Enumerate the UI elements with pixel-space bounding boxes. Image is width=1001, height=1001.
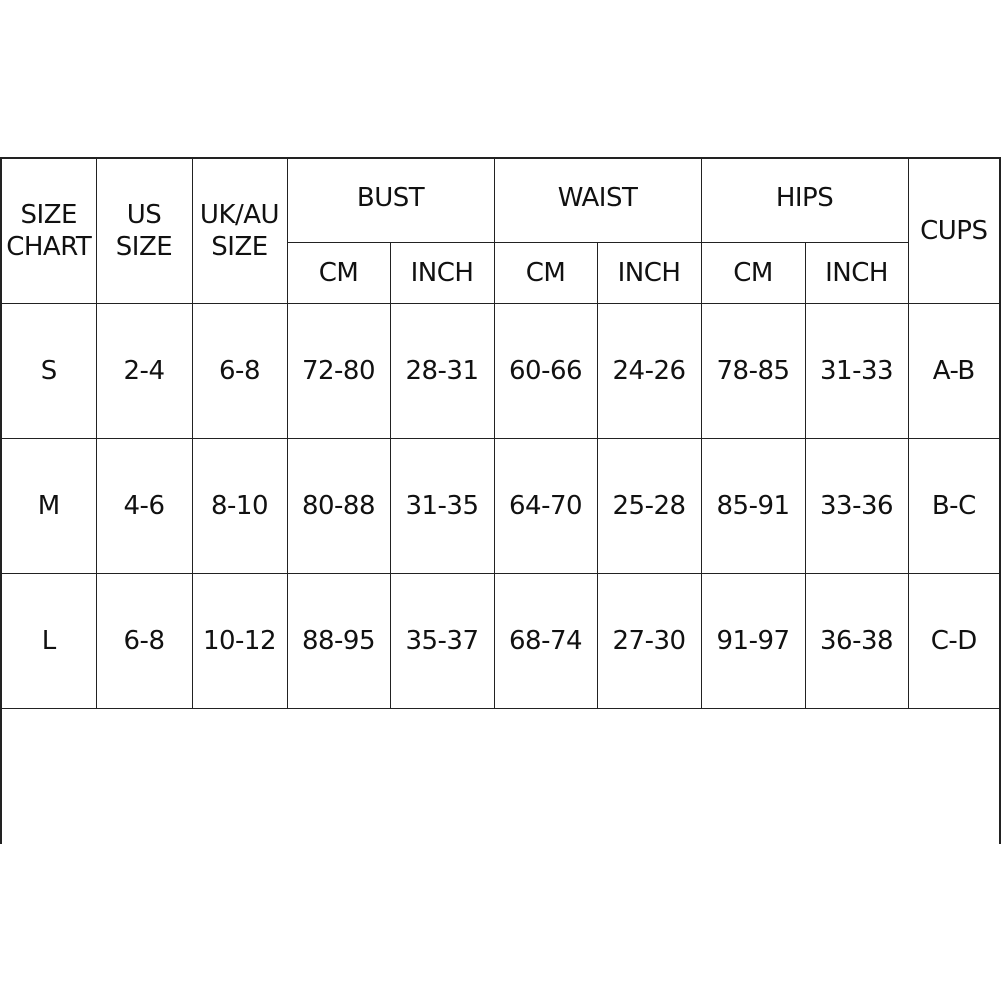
header-text-line: UK/AU: [199, 199, 280, 230]
waist-cm-header: CM: [494, 242, 597, 303]
table-row: [2, 303, 999, 438]
table-row: [2, 438, 999, 573]
hips-cm-cell: 91-97: [701, 573, 805, 708]
hips-inch-cell: 36-38: [805, 573, 908, 708]
header-text-line: SIZE: [115, 231, 173, 262]
bust-inch-cell: 31-35: [390, 438, 494, 573]
table-row: [2, 573, 999, 708]
size-chart: [0, 157, 1001, 844]
cups-cell: B-C: [908, 438, 999, 573]
cups-header: CUPS: [908, 159, 999, 303]
hips-header: [701, 159, 908, 242]
hips-inch-cell: 33-36: [805, 438, 908, 573]
header-text-line: SIZE: [20, 199, 77, 230]
hips-cm-cell: 78-85: [701, 303, 805, 438]
header-text-line: CHART: [6, 231, 92, 262]
waist-inch-header: INCH: [597, 242, 701, 303]
hips-inch-header: INCH: [805, 242, 908, 303]
bust-inch-cell: 35-37: [390, 573, 494, 708]
waist-inch-cell: 25-28: [597, 438, 701, 573]
us-size-cell: 2-4: [96, 303, 192, 438]
size-cell: S: [2, 303, 96, 438]
waist-cm-cell: 64-70: [494, 438, 597, 573]
waist-inch-cell: 24-26: [597, 303, 701, 438]
bust-cm-header: CM: [287, 242, 390, 303]
size-cell: M: [2, 438, 96, 573]
us-size-cell: 4-6: [96, 438, 192, 573]
hips-cm-cell: 85-91: [701, 438, 805, 573]
waist-header: [494, 159, 701, 242]
waist-label: WAIST: [557, 183, 638, 214]
bust-cm-cell: 72-80: [287, 303, 390, 438]
size-cell: L: [2, 573, 96, 708]
size-chart-header: [2, 159, 96, 303]
hips-label: HIPS: [775, 183, 834, 214]
us-size-header: [96, 159, 192, 303]
header-row: [2, 159, 999, 242]
size-chart-table: [2, 159, 999, 709]
header-text-line: US: [126, 199, 162, 230]
bust-header: [287, 159, 494, 242]
bust-inch-cell: 28-31: [390, 303, 494, 438]
us-size-cell: 6-8: [96, 573, 192, 708]
waist-cm-cell: 60-66: [494, 303, 597, 438]
uk-au-size-header: [192, 159, 287, 303]
uk-au-size-cell: 10-12: [192, 573, 287, 708]
bust-label: BUST: [356, 183, 425, 214]
bust-cm-cell: 88-95: [287, 573, 390, 708]
hips-cm-header: CM: [701, 242, 805, 303]
uk-au-size-cell: 6-8: [192, 303, 287, 438]
cups-cell: A-B: [908, 303, 999, 438]
bust-inch-header: INCH: [390, 242, 494, 303]
uk-au-size-cell: 8-10: [192, 438, 287, 573]
waist-inch-cell: 27-30: [597, 573, 701, 708]
cups-cell: C-D: [908, 573, 999, 708]
hips-inch-cell: 31-33: [805, 303, 908, 438]
header-text-line: SIZE: [211, 231, 268, 262]
bust-cm-cell: 80-88: [287, 438, 390, 573]
waist-cm-cell: 68-74: [494, 573, 597, 708]
